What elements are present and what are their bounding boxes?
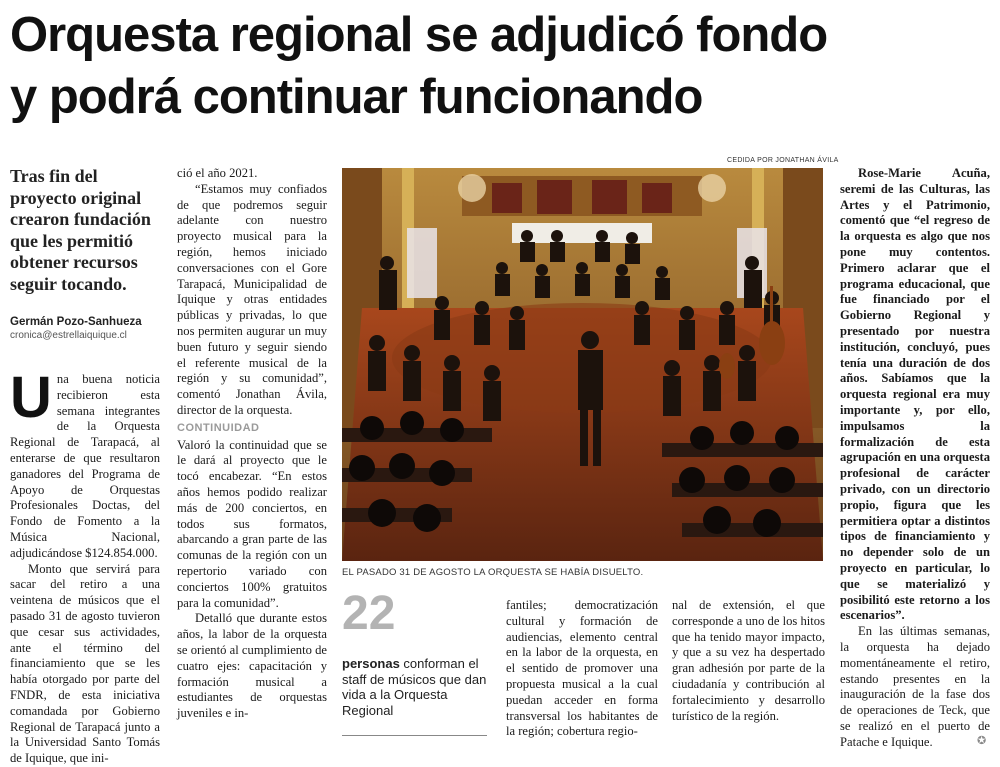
kicker: Tras fin del proyecto original crearon fundación que les permitió obtener recursos seguir tocando. bbox=[10, 166, 151, 294]
headline-line-1: Orquesta regional se adjudicó fondo bbox=[10, 8, 828, 62]
pullquote-bold: personas bbox=[342, 656, 400, 671]
article-column-5 bbox=[840, 166, 990, 750]
byline-author: Germán Pozo-Sanhueza bbox=[10, 316, 142, 328]
end-mark-icon: ✪ bbox=[977, 734, 987, 747]
paragraph: nal de extensión, el que corresponde a uno de los hitos que ha tenido mayor impacto, y que a su vez ha despertado gran adhesión por parte de la ciudadanía y contribución al fortalecimiento y desarrollo turístico de la región. bbox=[672, 598, 825, 723]
pullquote-rest: conforman el staff de músicos que dan vida a la Orquesta Regional bbox=[342, 656, 487, 718]
paragraph: Rose-Marie Acuña, seremi de las Culturas, las Artes y el Patrimonio, comentó que “el regreso de la orquesta es algo que nos pone muy contentos. Primero aclarar que el programa educacional, que fue financiado por el Gobierno Regional y presentado por nuestra institución, concluyó, pues tenía una duración de dos años. Sabíamos que la orquesta regional era muy importante y, por ello, impulsamos la formalización de esta agrupación en una orquesta profesional de carácter privado, con un directorio propio, figura que les permitiera optar a distintos tipos de financiamiento y no depender solo de un proyecto en particular, lo que se materializó y posibilitó este retorno a los escenarios”. bbox=[840, 166, 990, 623]
paragraph: En las últimas semanas, la orquesta ha dejado momentáneamente el retiro, estando presentes en la inauguración de la fase dos de operaciones de Teck, que se realizó en el puerto de Patache e Iquique. bbox=[840, 624, 990, 749]
paragraph: Valoró la continuidad que se le dará al proyecto que le tocó encabezar. “En estos años hemos podido realizar más de 200 conciertos, en todos sus formatos, abarcando a gran parte de las comunas de la región con un repertorio variado con conciertos 100% gratuitos para la comunidad”. bbox=[177, 437, 327, 610]
paragraph: Monto que servirá para sacar del retiro a una veintena de músicos que el pasado 31 de agosto tuvieron que cesar sus actividades, ante el término del financiamiento que se les había otorgado por parte del FNDR, de esta iniciativa comandada por Gobierno Regional de Tarapacá junto a la Universidad Santo Tomás de Iquique, que ini- bbox=[10, 561, 160, 766]
paragraph: “Estamos muy confiados de que podremos seguir adelante con nuestro proyecto musical para la región, hemos iniciado conversaciones con el Gore Tarapacá, Municipalidad de Iquique y otras entidades públicas y privadas, lo que nos permiten augurar un muy buen futuro y seguir siendo el referente musical de la región y su comunidad”, comentó Jonathan Ávila, director de la orquesta. bbox=[177, 181, 327, 417]
paragraph: fantiles; democratización cultural y formación de audiencias, elemento central en la labor de la orquesta, en el sentido de promover una propuesta musical a la cual puedan acceder en forma transversal los habitantes de la región; cobertura regio- bbox=[506, 598, 658, 739]
orchestra-photo bbox=[342, 168, 823, 561]
pullquote-text bbox=[342, 656, 492, 718]
pullquote-number: 22 bbox=[342, 587, 396, 640]
paragraph: ció el año 2021. bbox=[177, 166, 258, 180]
article-column-2 bbox=[177, 166, 327, 722]
paragraph: Detalló que durante estos años, la labor de la orquesta se orientó al cumplimiento de cuatro ejes: capacitación y formación musical a estudiantes de orquestas juveniles e in- bbox=[177, 611, 327, 721]
headline-line-2: y podrá continuar funcionando bbox=[10, 70, 703, 124]
orchestra-illustration bbox=[342, 168, 823, 561]
section-subhead: CONTINUIDAD bbox=[177, 421, 260, 434]
article-column-1 bbox=[10, 365, 160, 767]
byline bbox=[10, 316, 165, 341]
paragraph: na buena noticia recibieron esta semana integrantes de la Orquesta Regional de Tarapacá, al enterarse de que resultaron ganadores del Programa de Apoyo de Orquestas Profesionales Doctas, del Fondo de Fomento a la Música Nacional, adjudicándose $124.854.000. bbox=[10, 372, 160, 560]
photo-credit: CEDIDA POR JONATHAN ÁVILA bbox=[727, 157, 839, 164]
headline bbox=[10, 4, 995, 128]
byline-email: cronica@estrellaiquique.cl bbox=[10, 330, 127, 341]
pullquote-rule bbox=[342, 735, 487, 736]
article-column-3 bbox=[506, 598, 658, 740]
photo-caption: EL PASADO 31 DE AGOSTO LA ORQUESTA SE HABÍA DISUELTO. bbox=[342, 567, 644, 578]
dropcap: U bbox=[10, 365, 52, 430]
article-column-4 bbox=[672, 598, 825, 724]
